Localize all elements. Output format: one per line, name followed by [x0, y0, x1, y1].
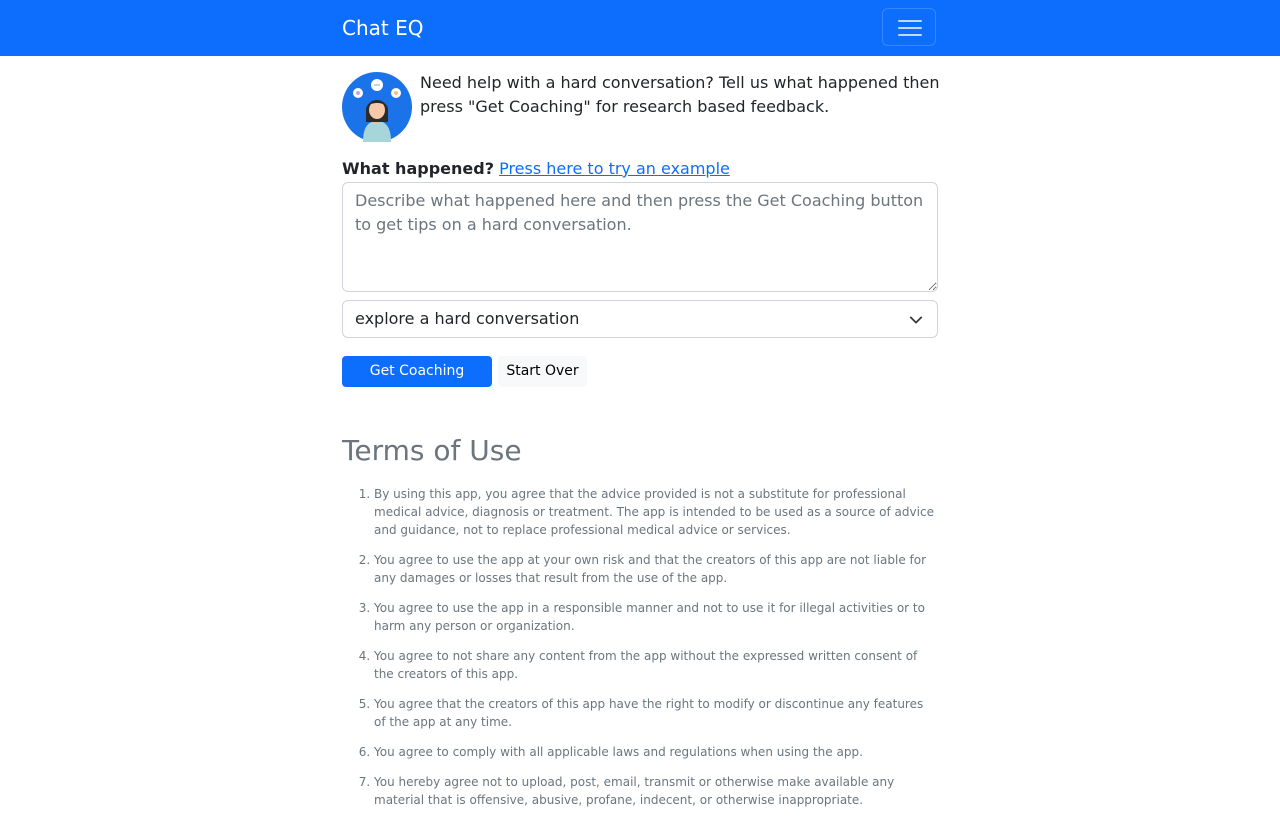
get-coaching-button[interactable]: Get Coaching: [342, 356, 492, 387]
conversation-mode-select[interactable]: [342, 300, 938, 338]
intro-text: Need help with a hard conversation? Tell us what happened then press "Get Coaching" for research based feedback.: [420, 73, 940, 116]
terms-list: [342, 485, 938, 821]
what-happened-textarea[interactable]: [342, 182, 938, 292]
selected-mode: explore a hard conversation: [355, 309, 580, 328]
hamburger-menu-icon-bar: [898, 27, 922, 29]
what-happened-row: [342, 157, 730, 181]
start-over-button[interactable]: Start Over: [498, 356, 587, 387]
terms-item: 7. You hereby agree not to upload, post, email, transmit or otherwise make available any material that is offensive, abusive, profane, indecent, or otherwise inappropriate.: [374, 773, 938, 809]
terms-item: 6. You agree to comply with all applicable laws and regulations when using the app.: [374, 743, 938, 761]
woman-thinking-avatar-icon: [342, 72, 412, 142]
terms-title: Terms of Use: [342, 434, 522, 467]
hamburger-menu-icon: [898, 20, 922, 22]
what-happened-label: What happened?: [342, 159, 494, 178]
terms-item: 2. You agree to use the app at your own risk and that the creators of this app are not liable for any damages or losses that result from the use of the app.: [374, 551, 938, 587]
terms-item: 5. You agree that the creators of this app have the right to modify or discontinue any features of the app at any time.: [374, 695, 938, 731]
chevron-down-icon: [909, 313, 923, 327]
terms-item: 4. You agree to not share any content from the app without the expressed written consent of the creators of this app.: [374, 647, 938, 683]
hamburger-menu-icon-bar: [898, 34, 922, 36]
terms-item: 3. You agree to use the app in a responsible manner and not to use it for illegal activities or to harm any person or organization.: [374, 599, 938, 635]
menu-toggle-button[interactable]: [882, 8, 936, 46]
terms-item: 1. By using this app, you agree that the advice provided is not a substitute for professional medical advice, diagnosis or treatment. The app is intended to be used as a source of advice and guidance, not to replace professional medical advice or services.: [374, 485, 938, 539]
navbar: [0, 0, 1280, 56]
brand-link[interactable]: Chat EQ: [342, 16, 424, 40]
try-example-link[interactable]: Press here to try an example: [499, 159, 730, 178]
